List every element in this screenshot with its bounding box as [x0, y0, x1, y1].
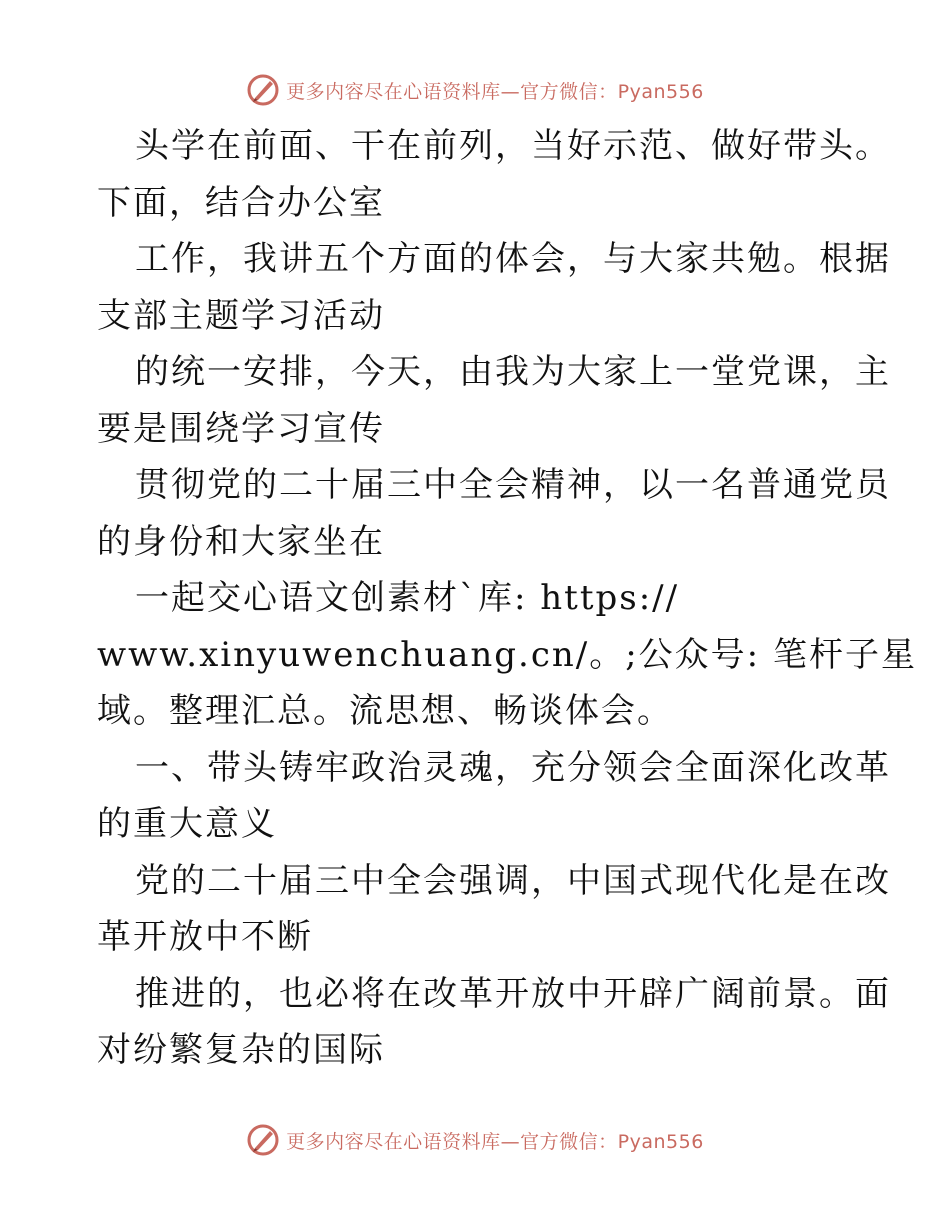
- quill-seal-icon: [246, 1123, 280, 1157]
- text-line: 头学在前面、干在前列，当好示范、做好带头。: [135, 126, 891, 166]
- text-line: 工作，我讲五个方面的体会，与大家共勉。根据: [135, 239, 891, 279]
- text-line: www.xinyuwenchuang.cn/。;公众号: 笔杆子星: [97, 634, 917, 675]
- text-line: 革开放中不断: [97, 917, 313, 957]
- header-banner: [0, 68, 950, 112]
- header-banner-text: 更多内容尽在心语资料库—官方微信：Pyan556: [286, 80, 704, 103]
- text-line: 域。整理汇总。流思想、畅谈体会。: [97, 691, 673, 731]
- text-line: 贯彻党的二十届三中全会精神，以一名普通党员: [135, 465, 891, 505]
- document-body: [97, 118, 917, 1079]
- section-heading: 一、带头铸牢政治灵魂，充分领会全面深化改革: [135, 747, 891, 788]
- quill-seal-icon: [246, 73, 280, 107]
- text-line: 一起交心语文创素材`库: https://: [135, 578, 680, 618]
- footer-banner: [0, 1118, 950, 1162]
- footer-banner-text: 更多内容尽在心语资料库—官方微信：Pyan556: [286, 1130, 704, 1153]
- text-line: 的身份和大家坐在: [97, 521, 385, 562]
- text-line: 对纷繁复杂的国际: [97, 1030, 385, 1070]
- text-line: 的统一安排，今天，由我为大家上一堂党课，主: [135, 352, 891, 392]
- section-heading-continued: 的重大意义: [97, 804, 277, 844]
- text-line: 支部主题学习活动: [97, 295, 385, 336]
- text-line: 推进的，也必将在改革开放中开辟广阔前景。面: [135, 973, 891, 1014]
- text-line: 要是围绕学习宣传: [97, 408, 385, 449]
- text-line: 下面，结合办公室: [97, 182, 385, 223]
- text-line: 党的二十届三中全会强调，中国式现代化是在改: [135, 860, 891, 901]
